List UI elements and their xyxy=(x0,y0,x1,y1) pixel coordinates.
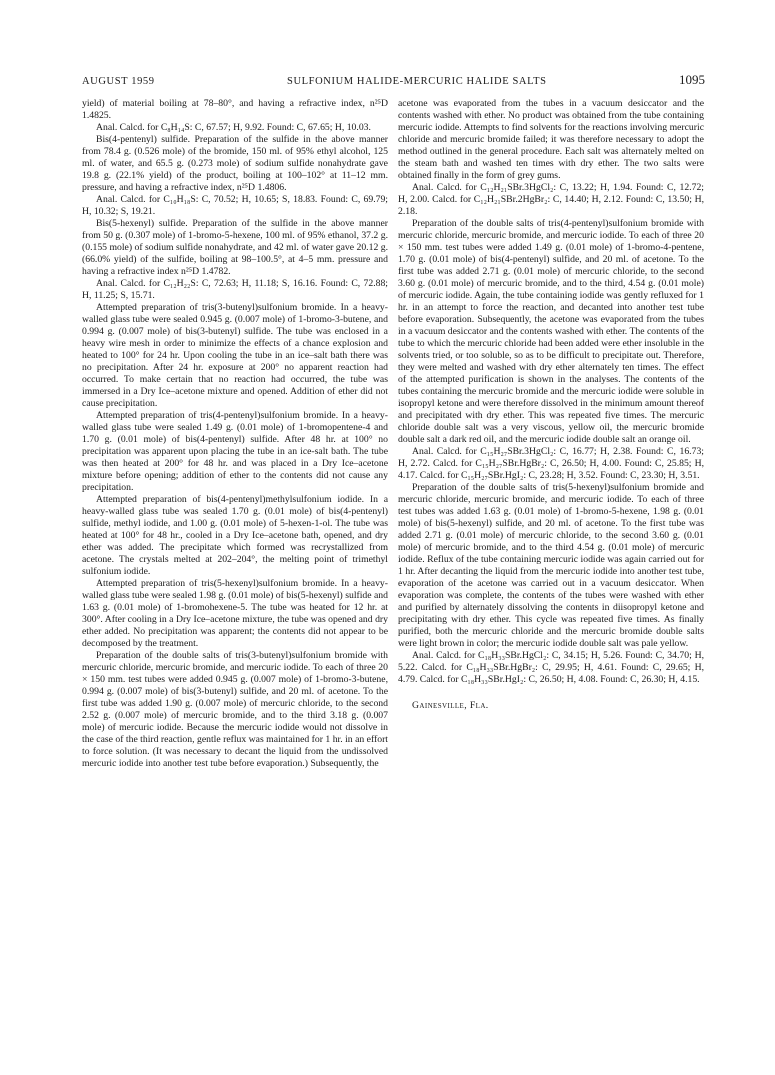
body-paragraph: Anal. Calcd. for C₁₈H₃₃SBr.HgCl₂: C, 34.15; H, 5.26. Found: C, 34.70; H, 5.22. Calcd. for C₁₈H₃₃SBr.HgBr₂: C, 29.95; H, 4.61. Found: C, 29.65; H, 4.79. Calcd. for C₁₈H₃₃SBr.HgI₂: C, 26.50; H, 4.08. Found: C, 26.30; H, 4.15. xyxy=(398,650,704,685)
body-paragraph: Anal. Calcd. for C₁₀H₁₈S: C, 70.52; H, 10.65; S, 18.83. Found: C, 69.79; H, 10.32; S, 19.21. xyxy=(82,194,388,217)
body-paragraph: Bis(5-hexenyl) sulfide. Preparation of the sulfide in the above manner from 50 g. (0.307 mole) of 1-bromo-5-hexene, 100 ml. of 95% ethanol, 37.2 g. (0.155 mole) of sodium sulfide nonahydrate, and 42 ml. of water gave 20.12 g. (66.0% yield) of the sulfide, boiling at 98–100.5°, at 4–5 mm. pressure and having a refractive index n²⁵D 1.4782. xyxy=(82,218,388,277)
body-paragraph: Anal. Calcd. for C₈H₁₄S: C, 67.57; H, 9.92. Found: C, 67.65; H, 10.03. xyxy=(96,122,371,133)
body-paragraph: Anal. Calcd. for C₁₅H₂₇SBr.3HgCl₂: C, 16.77; H, 2.38. Found: C, 16.73; H, 2.72. Calcd. for C₁₅H₂₇SBr.HgBr₂: C, 26.50; H, 4.00. Found: C, 25.85; H, 4.17. Calcd. for C₁₅H₂₇SBr.HgI₂: C, 23.28; H, 3.52. Found: C, 23.30; H, 3.51. xyxy=(398,446,704,481)
body-paragraph: Anal. Calcd. for C₁₂H₂₁SBr.3HgCl₂: C, 13.22; H, 1.94. Found: C, 12.72; H, 2.00. Calcd. for C₁₂H₂₁SBr.2HgBr₂: C, 14.40; H, 2.12. Found: C, 13.50; H, 2.18. xyxy=(398,182,704,217)
right-column xyxy=(398,98,704,712)
running-title: SULFONIUM HALIDE-MERCURIC HALIDE SALTS xyxy=(287,76,547,87)
body-paragraph: acetone was evaporated from the tubes in a vacuum desiccator and the contents washed with ether. No product was obtained from the tube containing mercuric iodide. Attempts to find solvents for the reactions involving mercuric chloride and mercuric bromide failed; it was therefore necessary to adopt the method outlined in the general procedure. Each salt was alternately melted on the steam bath and washed ten times with dry ether. The two salts were obtained finally in the form of grey gums. xyxy=(398,98,704,181)
body-paragraph: Attempted preparation of bis(4-pentenyl)methylsulfonium iodide. In a heavy-walled glass tube was sealed 1.70 g. (0.01 mole) of bis(4-pentenyl) sulfide, methyl iodide, and 1.00 g. (0.01 mole) of 5-hexen-1-ol. The tube was heated at 100° for 48 hr., cooled in a Dry Ice–acetone bath, opened, and dry ether was added. The precipitate which formed was recrystallized from acetone. The crystals melted at 202–204°, the melting point of trimethyl sulfonium iodide. xyxy=(82,494,388,577)
left-column xyxy=(82,98,388,770)
body-paragraph: Bis(4-pentenyl) sulfide. Preparation of the sulfide in the above manner from 78.4 g. (0.526 mole) of the bromide, 150 ml. of 95% ethyl alcohol, 125 ml. of water, and 65.5 g. (0.273 mole) of sodium sulfide nonahydrate gave 19.8 g. (22.1% yield) of the product, boiling at 100–102° at 11–12 mm. pressure, and having a refractive index, n²⁵D 1.4806. xyxy=(82,134,388,193)
body-paragraph: Preparation of the double salts of tris(4-pentenyl)sulfonium bromide with mercuric chloride, mercuric bromide, and mercuric iodide. To each of three 20 × 150 mm. test tubes were added 1.49 g. (0.01 mole) of 1-bromo-4-pentene, 1.70 g. (0.01 mole) of bis(4-pentenyl) sulfide, and 20 ml. of acetone. To the first tube was added 2.71 g. (0.01 mole) of mercuric chloride, to the second 3.60 g. (0.01 mole) of mercuric bromide, and to the third, 4.54 g. (0.01 mole) of mercuric iodide. Again, the tube containing iodide was gently refluxed for 1 hr. in an attempt to force the reaction, and decanted into another test tube before evaporation. Subsequently, the acetone was evaporated from the tubes in a vacuum desiccator and the contents washed with ether. The contents of the tube to which the mercuric chloride had been added were ether insoluble in the solvents tried, or too soluble, so as to be difficult to precipitate out. Therefore, they were melted and washed with dry ether alternately ten times. The effect of the attempted purification is shown in the analyses. The contents of the tubes containing the mercuric bromide and the mercuric iodide were soluble in isopropyl ketone and were therefore dissolved in the minimum amount thereof and precipitated with dry ether. This was repeated five times. The mercuric chloride double salt was a very viscous, yellow oil, the mercuric bromide double salt a dark red oil, and the mercuric iodide double salt an orange oil. xyxy=(398,218,704,445)
body-paragraph: Attempted preparation of tris(3-butenyl)sulfonium bromide. In a heavy-walled glass tube were sealed 0.945 g. (0.007 mole) of 1-bromo-3-butene, and 0.994 g. (0.007 mole) of bis(3-butenyl) sulfide. The tube was enclosed in a heavy wire mesh in order to minimize the effects of a chance explosion and heated to 100° for 24 hr. Upon cooling the tube in an ice–salt bath there was no precipitation. After 24 hr. exposure at 200° no apparent reaction had occurred. To make certain that no reaction had occurred, the tube was immersed in a Dry Ice–acetone mixture and opened. Addition of ether did not cause precipitation. xyxy=(82,302,388,409)
issue-date: AUGUST 1959 xyxy=(82,76,155,87)
body-paragraph: yield) of material boiling at 78–80°, and having a refractive index, n²⁵D 1.4825. xyxy=(82,98,388,121)
page-number: 1095 xyxy=(678,72,705,87)
body-paragraph: Attempted preparation of tris(5-hexenyl)sulfonium bromide. In a heavy-walled glass tube were sealed 1.98 g. (0.01 mole) of bis(5-hexenyl) sulfide and 1.63 g. (0.01 mole) of 1-bromohexene-5. The tube was heated for 12 hr. at 300°. After cooling in a Dry Ice–acetone mixture, the tube was opened and dry ether added. No precipitation was apparent; the contents did not appear to be decomposed by the treatment. xyxy=(82,578,388,649)
body-paragraph: Preparation of the double salts of tris(3-butenyl)sulfonium bromide with mercuric chloride, mercuric bromide, and mercuric iodide. To each of three 20 × 150 mm. test tubes were added 0.945 g. (0.007 mole) of 1-bromo-3-butene, 0.994 g. (0.007 mole) of bis(3-butenyl) sulfide, and 20 ml. of acetone. To the first tube was added 1.90 g. (0.007 mole) of mercuric chloride, to the second 2.52 g. (0.007 mole) of mercuric bromide, and to the third 3.18 g. (0.007 mole) of mercuric iodide. Because the mercuric iodide would not dissolve in the case of the third reaction, gentle reflux was maintained for 1 hr. in an effort to force solution. (It was necessary to decant the liquid from the undissolved mercuric iodide into another test tube before evaporation.) Subsequently, the xyxy=(82,650,388,769)
body-paragraph: Attempted preparation of tris(4-pentenyl)sulfonium bromide. In a heavy-walled glass tube were sealed 1.49 g. (0.01 mole) of 1-bromopentene-4 and 1.70 g. (0.01 mole) of bis(4-pentenyl) sulfide. After 48 hr. at 100° no precipitation was apparent upon placing the tube in an ice-salt bath. The tube was then heated at 200° for 48 hr. and was placed in a Dry Ice–acetone mixture before opening; addition of ether to the contents did not cause any precipitation. xyxy=(82,410,388,493)
body-paragraph: Preparation of the double salts of tris(5-hexenyl)sulfonium bromide and mercuric chloride, mercuric bromide, and mercuric iodide. To each of three test tubes was added 1.63 g. (0.01 mole) of 1-bromo-5-hexene, 1.98 g. (0.01 mole) of bis(5-hexenyl) sulfide, and 20 ml. of acetone. To the first tube was added 2.71 g. (0.01 mole) of mercuric chloride, to the second 3.60 g. (0.01 mole) of mercuric bromide, and to the third 4.54 g. (0.01 mole) of mercuric iodide. Reflux of the tube containing mercuric iodide was again carried out for 1 hr. After decanting the liquid from the mercuric iodide into another test tube, evaporation of the acetone was carried out in a vacuum desiccator. When evaporation was complete, the contents of the tubes were washed with ether and purified by alternately dissolving the contents in diisopropyl ketone and precipitating with dry ether. This cycle was repeated five times. As finally purified, both the mercuric chloride and the mercuric bromide double salts were light brown in color; the mercuric iodide double salt was pale yellow. xyxy=(398,482,704,649)
author-location: Gainesville, Fla. xyxy=(412,700,489,711)
running-header xyxy=(82,72,705,88)
body-paragraph: Anal. Calcd. for C₁₂H₂₂S: C, 72.63; H, 11.18; S, 16.16. Found: C, 72.88; H, 11.25; S, 15.71. xyxy=(82,278,388,301)
